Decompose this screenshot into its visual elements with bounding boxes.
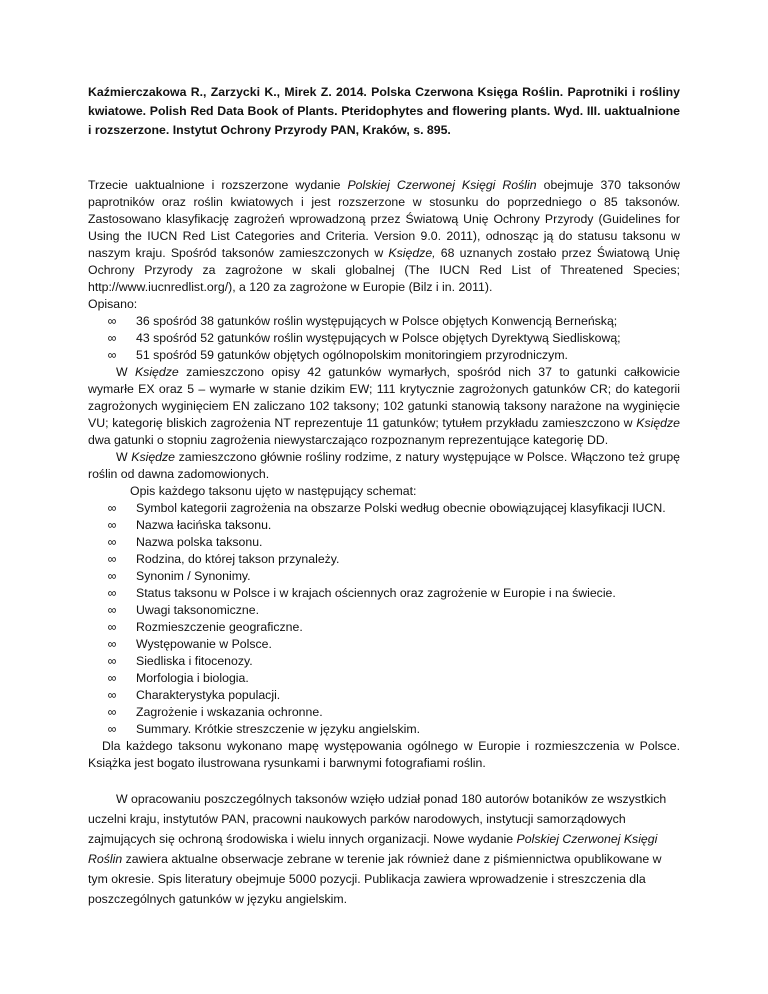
intro-text-c: 68 uznanych zostało przez Światową Unię Ochrony Przyrody za zagrożone w skali globalnej (The IUCN Red List of Threatened Species; http://www.iucnredlist.org/), a 120 za zagrożone w Europie (Bilz i in. 2011). — [88, 246, 680, 294]
paragraph-native-plants: W Księdze zamieszczono głównie rośliny rodzime, z natury występujące w Polsce. Włączono też grupę roślin od dawna zadomowionych. — [88, 450, 680, 481]
list-item: ∞ Uwagi taksonomiczne. — [88, 602, 680, 619]
list-item: ∞ 36 spośród 38 gatunków roślin występujących w Polsce objętych Konwencją Berneńską; — [88, 313, 680, 330]
bullet-icon: ∞ — [107, 620, 117, 634]
bullet-icon: ∞ — [107, 314, 117, 328]
list-item: ∞ Synonim / Synonimy. — [88, 568, 680, 585]
bullet-icon: ∞ — [107, 637, 117, 651]
bullet-icon: ∞ — [107, 518, 117, 532]
bullet-icon: ∞ — [107, 569, 117, 583]
list-item: ∞ 51 spośród 59 gatunków objętych ogólnopolskim monitoringiem przyrodniczym. — [88, 347, 680, 364]
bullet-icon: ∞ — [107, 552, 117, 566]
intro-ksiedze-italic: Księdze, — [388, 246, 436, 260]
list-item: ∞ Status taksonu w Polsce i w krajach ościennych oraz zagrożenie w Europie i na świecie. — [88, 585, 680, 602]
list-item: ∞ Rozmieszczenie geograficzne. — [88, 619, 680, 636]
bullet-icon: ∞ — [107, 705, 117, 719]
bullet-icon: ∞ — [107, 501, 117, 515]
bullet-icon: ∞ — [107, 654, 117, 668]
paragraph-authors: W opracowaniu poszczególnych taksonów wzięło udział ponad 180 autorów botaników ze wszystkich uczelni kraju, instytutów PAN, pracowni naukowych parków narodowych, instytucji samorządowych zajmujących się ochroną środowiska i wielu innych organizacji. Nowe wydanie Polskiej Czerwonej Księgi Roślin zawiera aktualne obserwacje zebrane w terenie jak również dane z piśmiennictwa opublikowane w tym okresie. Spis literatury obejmuje 5000 pozycji. Publikacja zawiera wprowadzenie i streszczenia dla poszczególnych gatunków w języku angielskim. — [88, 792, 667, 906]
paragraph-intro — [88, 177, 680, 296]
intro-title-italic: Polskiej Czerwonej Księgi Roślin — [347, 178, 537, 192]
described-list — [88, 313, 680, 364]
list-item: ∞ Symbol kategorii zagrożenia na obszarze Polski według obecnie obowiązującej klasyfikacji IUCN. — [88, 500, 680, 517]
document-page — [88, 83, 680, 909]
list-item: ∞ Nazwa polska taksonu. — [88, 534, 680, 551]
bullet-icon: ∞ — [107, 671, 117, 685]
bullet-icon: ∞ — [107, 586, 117, 600]
intro-text-a: Trzecie uaktualnione i rozszerzone wydanie — [88, 178, 348, 192]
bullet-icon: ∞ — [107, 688, 117, 702]
bullet-icon: ∞ — [107, 535, 117, 549]
bullet-icon: ∞ — [107, 603, 117, 617]
list-item: ∞ Zagrożenie i wskazania ochronne. — [88, 704, 680, 721]
intro-text-b: obejmuje 370 taksonów paprotników oraz roślin kwiatowych i jest rozszerzone w stosunku do poprzedniego o 85 taksonów. Zastosowano klasyfikację zagrożeń wprowadzoną przez Światową Unię Ochrony Przyrody (Guidelines for Using the IUCN Red List Categories and Criteria. Version 9.0. 2011), odnosząc ją do statusu taksonu w naszym kraju. Spośród taksonów zamieszczonych w — [88, 178, 680, 260]
list-item: ∞ Summary. Krótkie streszczenie w języku angielskim. — [88, 721, 680, 738]
bullet-icon: ∞ — [107, 348, 117, 362]
list-item: ∞ Morfologia i biologia. — [88, 670, 680, 687]
list-item: ∞ Rodzina, do której takson przynależy. — [88, 551, 680, 568]
list-item: ∞ Występowanie w Polsce. — [88, 636, 680, 653]
list-item: ∞ Siedliska i fitocenozy. — [88, 653, 680, 670]
list-item: ∞ 43 spośród 52 gatunków roślin występujących w Polsce objętych Dyrektywą Siedliskową; — [88, 330, 680, 347]
paragraph-categories: W Księdze zamieszczono opisy 42 gatunków wymarłych, spośród nich 37 to gatunki całkowicie wymarłe EX oraz 5 – wymarłe w stanie dzikim EW; 111 krytycznie zagrożonych gatunków CR; do kategorii zagrożonych wyginięciem EN zaliczano 102 taksony; 102 gatunki stanowią taksony narażone na wyginięcie VU; kategorię bliskich zagrożenia NT reprezentuje 11 gatunków; tytułem przykładu zamieszczono w Księdze dwa gatunki o stopniu zagrożenia niewystarczająco rozpoznanym reprezentujące kategorię DD. — [88, 365, 680, 447]
opisano-label: Opisano: — [88, 297, 138, 311]
bullet-icon: ∞ — [107, 722, 117, 736]
schema-list — [88, 500, 680, 738]
list-item: ∞ Nazwa łacińska taksonu. — [88, 517, 680, 534]
schema-intro: Opis każdego taksonu ujęto w następujący schemat: — [130, 484, 417, 498]
list-item: ∞ Charakterystyka populacji. — [88, 687, 680, 704]
paragraph-maps: Dla każdego taksonu wykonano mapę występowania ogólnego w Europie i rozmieszczenia w Polsce. Książka jest bogato ilustrowana rysunkami i barwnymi fotografiami roślin. — [88, 739, 680, 770]
bullet-icon: ∞ — [107, 331, 117, 345]
citation: Kaźmierczakowa R., Zarzycki K., Mirek Z. 2014. Polska Czerwona Księga Roślin. Paprotniki i rośliny kwiatowe. Polish Red Data Book of Plants. Pteridophytes and flowering plants. Wyd. III. uaktualnione i rozszerzone. Instytut Ochrony Przyrody PAN, Kraków, s. 895. — [88, 85, 680, 137]
